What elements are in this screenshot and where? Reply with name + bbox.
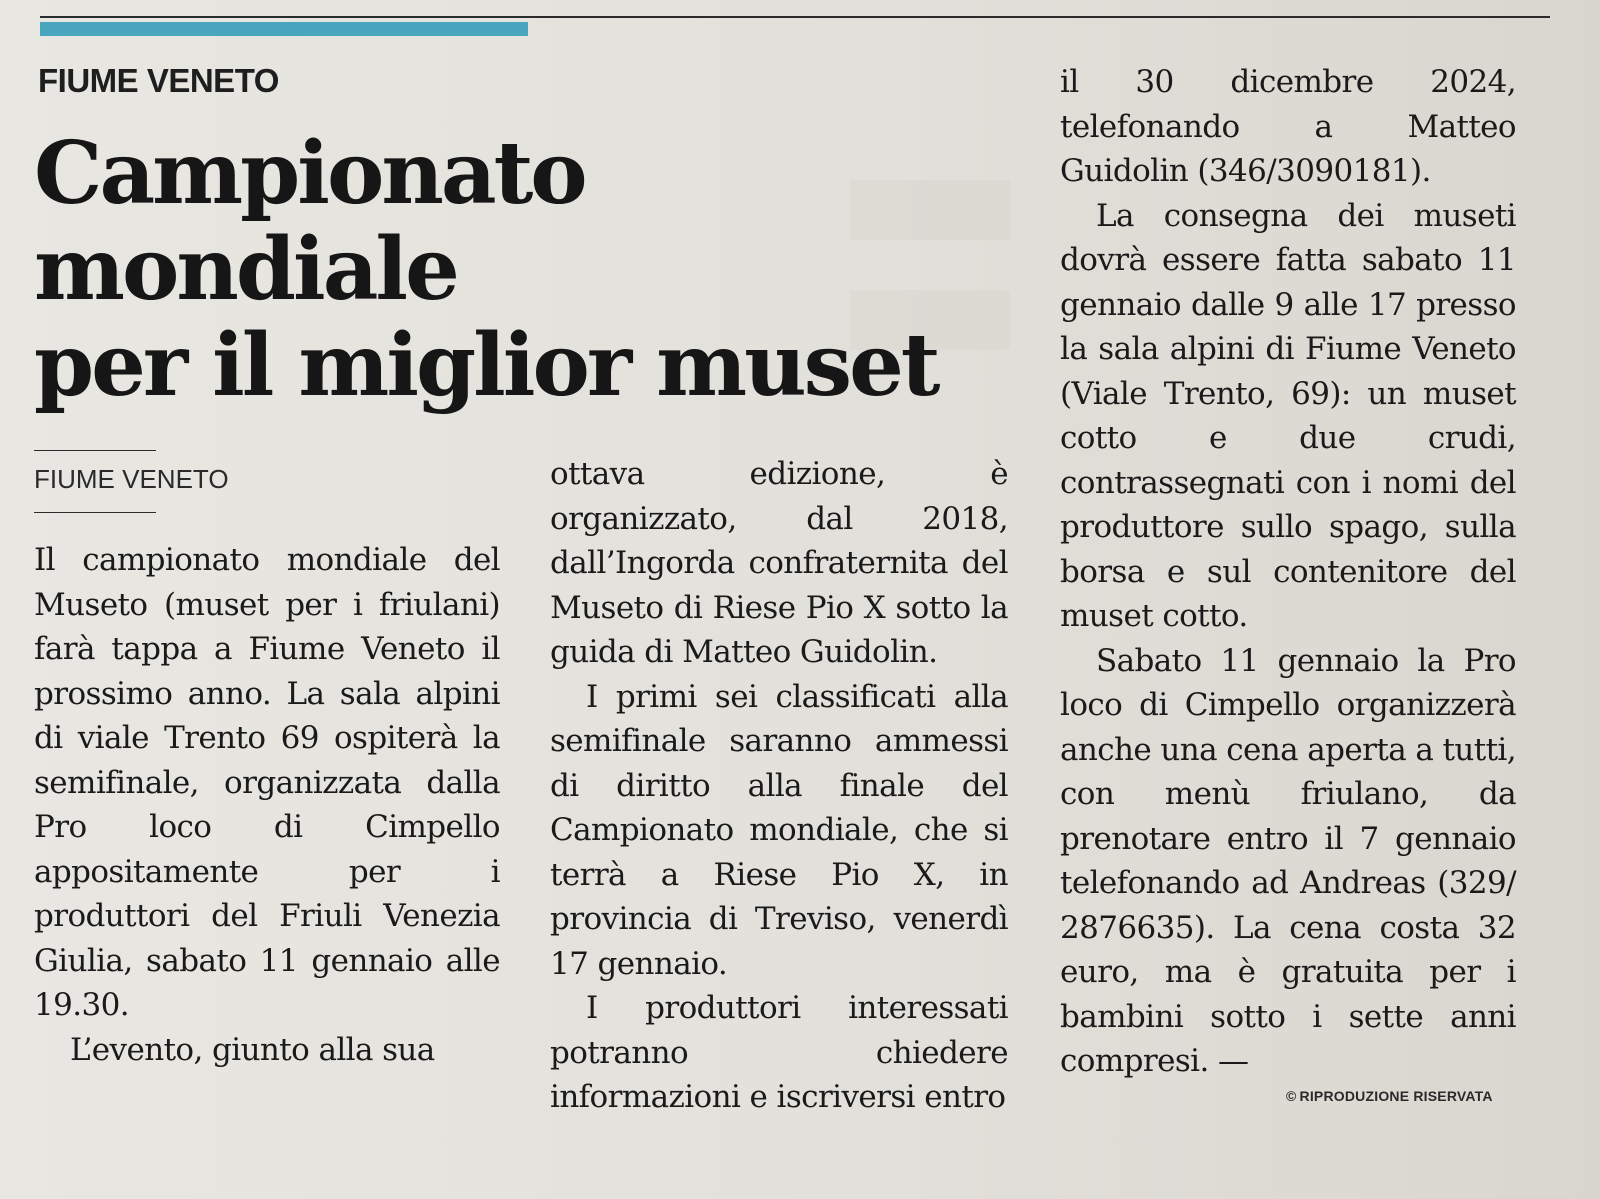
byline-rule-top: [34, 450, 156, 451]
paragraph: L’evento, giunto alla sua: [70, 1031, 435, 1068]
paragraph: I primi sei classificati alla semifinale saranno ammessi di diritto alla finale del Campionato mondiale, che si terrà a Riese Pio X, in provincia di Treviso, venerdì 17 gennaio.: [550, 678, 1008, 982]
paragraph: I produttori interessati potranno chiedere informazioni e iscriversi entro: [550, 990, 1008, 1115]
byline-location: FIUME VENETO: [34, 464, 229, 494]
headline: [34, 123, 1024, 416]
article-column-1: [34, 538, 500, 1072]
article-column-3: [1060, 60, 1516, 1084]
copyright-text: RIPRODUZIONE RISERVATA: [1299, 1088, 1493, 1104]
paragraph: Sabato 11 gennaio la Pro loco di Cimpello organizzerà anche una cena aperta a tutti, con menù friulano, da prenotare entro il 7 gennaio telefonando ad Andreas (329/ 2876635). La cena costa 32 euro, ma è gratuita per i bambini sotto i sette anni compresi. —: [1060, 642, 1516, 1079]
section-kicker: FIUME VENETO: [38, 62, 279, 99]
paragraph: il 30 dicembre 2024, telefonando a Matteo Guidolin (346/3090181).: [1060, 64, 1516, 189]
paragraph: ottava edizione, è organizzato, dal 2018, dall’Ingorda confraternita del Museto di Riese Pio X sotto la guida di Matteo Guidolin.: [550, 456, 1008, 670]
copyright-icon: ©: [1286, 1088, 1297, 1104]
section-accent-bar: [40, 22, 528, 36]
byline-rule-bottom: [34, 512, 156, 513]
headline-line-1: Campionato mondiale: [34, 123, 585, 320]
top-rule: [40, 16, 1550, 18]
headline-line-2: per il miglior muset: [34, 315, 938, 416]
paragraph: La consegna dei museti dovrà essere fatta sabato 11 gennaio dalle 9 alle 17 presso la sala alpini di Fiume Veneto (Viale Trento, 69): un muset cotto e due crudi, contrassegnati con i nomi del produttore sullo spago, sulla borsa e sul contenitore del muset cotto.: [1060, 197, 1516, 634]
copyright-notice: [1286, 1088, 1493, 1104]
paragraph: Il campionato mondiale del Museto (muset per i friulani) farà tappa a Fiume Veneto il prossimo anno. La sala alpini di viale Trento 69 ospiterà la semifinale, organizzata dalla Pro loco di Cimpello appositamente per i produttori del Friuli Venezia Giulia, sabato 11 gennaio alle 19.30.: [34, 542, 500, 1023]
article-column-2: [550, 452, 1008, 1120]
